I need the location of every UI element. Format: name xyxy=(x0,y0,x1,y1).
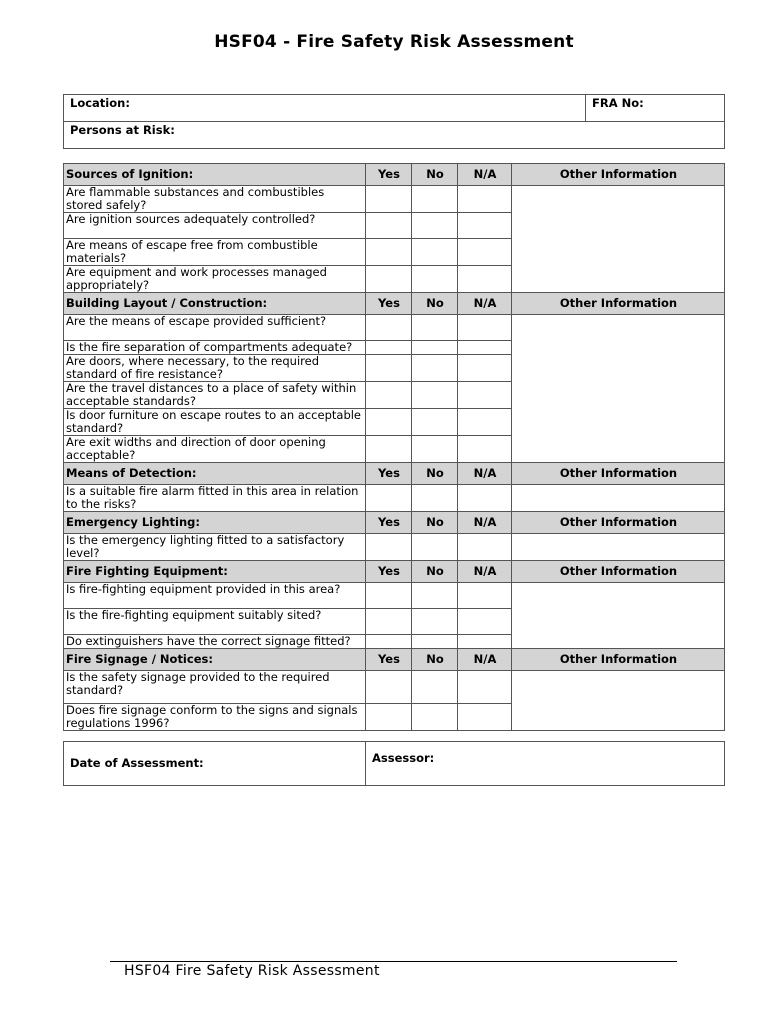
na-cell[interactable] xyxy=(458,409,512,436)
question-row xyxy=(64,186,725,213)
na-cell[interactable] xyxy=(458,266,512,293)
other-information-header: Other Information xyxy=(512,164,725,186)
question-text: Are doors, where necessary, to the required standard of fire resistance? xyxy=(64,355,366,382)
section-header xyxy=(64,293,725,315)
na-cell[interactable] xyxy=(458,436,512,463)
other-information-cell[interactable] xyxy=(512,315,725,463)
question-text: Does fire signage conform to the signs and signals regulations 1996? xyxy=(64,704,366,731)
no-cell[interactable] xyxy=(412,341,458,355)
na-column-header: N/A xyxy=(458,561,512,583)
yes-cell[interactable] xyxy=(366,382,412,409)
section-header xyxy=(64,512,725,534)
question-text: Is fire-fighting equipment provided in this area? xyxy=(64,583,366,609)
yes-cell[interactable] xyxy=(366,341,412,355)
fra-number-field[interactable]: FRA No: xyxy=(586,95,725,122)
section-header xyxy=(64,463,725,485)
na-cell[interactable] xyxy=(458,239,512,266)
page-footer: HSF04 Fire Safety Risk Assessment xyxy=(124,963,380,979)
na-cell[interactable] xyxy=(458,213,512,239)
question-row xyxy=(64,315,725,341)
section-heading: Sources of Ignition: xyxy=(64,164,366,186)
question-text: Is the fire-fighting equipment suitably sited? xyxy=(64,609,366,635)
question-text: Is door furniture on escape routes to an acceptable standard? xyxy=(64,409,366,436)
assessment-signoff-table xyxy=(63,741,725,786)
other-information-header: Other Information xyxy=(512,512,725,534)
no-cell[interactable] xyxy=(412,382,458,409)
assessment-table xyxy=(63,163,725,731)
no-cell[interactable] xyxy=(412,355,458,382)
question-text: Are means of escape free from combustible materials? xyxy=(64,239,366,266)
question-text: Are equipment and work processes managed appropriately? xyxy=(64,266,366,293)
question-text: Are exit widths and direction of door opening acceptable? xyxy=(64,436,366,463)
section-heading: Means of Detection: xyxy=(64,463,366,485)
yes-cell[interactable] xyxy=(366,534,412,561)
yes-cell[interactable] xyxy=(366,315,412,341)
section-header xyxy=(64,164,725,186)
other-information-cell[interactable] xyxy=(512,583,725,649)
question-text: Do extinguishers have the correct signage fitted? xyxy=(64,635,366,649)
no-column-header: No xyxy=(412,463,458,485)
yes-column-header: Yes xyxy=(366,561,412,583)
yes-cell[interactable] xyxy=(366,436,412,463)
question-text: Is a suitable fire alarm fitted in this area in relation to the risks? xyxy=(64,485,366,512)
yes-cell[interactable] xyxy=(366,635,412,649)
no-cell[interactable] xyxy=(412,266,458,293)
footer-divider xyxy=(110,961,677,962)
persons-at-risk-field[interactable]: Persons at Risk: xyxy=(64,122,725,149)
section-heading: Fire Signage / Notices: xyxy=(64,649,366,671)
yes-cell[interactable] xyxy=(366,186,412,213)
other-information-cell[interactable] xyxy=(512,186,725,293)
na-cell[interactable] xyxy=(458,609,512,635)
assessor-field[interactable]: Assessor: xyxy=(366,742,725,786)
yes-cell[interactable] xyxy=(366,583,412,609)
no-cell[interactable] xyxy=(412,186,458,213)
no-column-header: No xyxy=(412,293,458,315)
question-row xyxy=(64,583,725,609)
no-column-header: No xyxy=(412,649,458,671)
page-title: HSF04 - Fire Safety Risk Assessment xyxy=(214,32,574,52)
no-cell[interactable] xyxy=(412,671,458,704)
na-cell[interactable] xyxy=(458,704,512,731)
question-text: Is the emergency lighting fitted to a satisfactory level? xyxy=(64,534,366,561)
yes-cell[interactable] xyxy=(366,609,412,635)
yes-cell[interactable] xyxy=(366,485,412,512)
no-cell[interactable] xyxy=(412,609,458,635)
other-information-cell[interactable] xyxy=(512,485,725,512)
yes-column-header: Yes xyxy=(366,164,412,186)
na-cell[interactable] xyxy=(458,635,512,649)
question-text: Are ignition sources adequately controlled? xyxy=(64,213,366,239)
question-row xyxy=(64,485,725,512)
no-column-header: No xyxy=(412,561,458,583)
section-heading: Emergency Lighting: xyxy=(64,512,366,534)
date-of-assessment-field[interactable]: Date of Assessment: xyxy=(64,742,366,786)
na-cell[interactable] xyxy=(458,534,512,561)
question-row xyxy=(64,671,725,704)
no-cell[interactable] xyxy=(412,583,458,609)
no-cell[interactable] xyxy=(412,534,458,561)
section-header xyxy=(64,649,725,671)
no-cell[interactable] xyxy=(412,315,458,341)
question-text: Is the safety signage provided to the required standard? xyxy=(64,671,366,704)
na-cell[interactable] xyxy=(458,186,512,213)
location-info-table xyxy=(63,94,725,149)
other-information-cell[interactable] xyxy=(512,534,725,561)
na-column-header: N/A xyxy=(458,293,512,315)
na-cell[interactable] xyxy=(458,355,512,382)
section-heading: Building Layout / Construction: xyxy=(64,293,366,315)
na-column-header: N/A xyxy=(458,164,512,186)
yes-cell[interactable] xyxy=(366,671,412,704)
na-column-header: N/A xyxy=(458,512,512,534)
yes-cell[interactable] xyxy=(366,213,412,239)
question-text: Is the fire separation of compartments adequate? xyxy=(64,341,366,355)
location-field[interactable]: Location: xyxy=(64,95,586,122)
no-cell[interactable] xyxy=(412,635,458,649)
no-cell[interactable] xyxy=(412,704,458,731)
other-information-header: Other Information xyxy=(512,293,725,315)
na-column-header: N/A xyxy=(458,463,512,485)
no-column-header: No xyxy=(412,512,458,534)
yes-cell[interactable] xyxy=(366,355,412,382)
na-cell[interactable] xyxy=(458,485,512,512)
na-cell[interactable] xyxy=(458,671,512,704)
yes-column-header: Yes xyxy=(366,463,412,485)
question-text: Are flammable substances and combustibles stored safely? xyxy=(64,186,366,213)
other-information-header: Other Information xyxy=(512,649,725,671)
other-information-header: Other Information xyxy=(512,463,725,485)
other-information-cell[interactable] xyxy=(512,671,725,731)
question-text: Are the travel distances to a place of safety within acceptable standards? xyxy=(64,382,366,409)
yes-cell[interactable] xyxy=(366,704,412,731)
yes-column-header: Yes xyxy=(366,512,412,534)
na-cell[interactable] xyxy=(458,583,512,609)
no-cell[interactable] xyxy=(412,409,458,436)
yes-column-header: Yes xyxy=(366,649,412,671)
no-column-header: No xyxy=(412,164,458,186)
yes-cell[interactable] xyxy=(366,266,412,293)
question-text: Are the means of escape provided sufficient? xyxy=(64,315,366,341)
na-cell[interactable] xyxy=(458,315,512,341)
no-cell[interactable] xyxy=(412,213,458,239)
other-information-header: Other Information xyxy=(512,561,725,583)
section-heading: Fire Fighting Equipment: xyxy=(64,561,366,583)
no-cell[interactable] xyxy=(412,436,458,463)
no-cell[interactable] xyxy=(412,485,458,512)
yes-cell[interactable] xyxy=(366,409,412,436)
question-row xyxy=(64,534,725,561)
section-header xyxy=(64,561,725,583)
na-cell[interactable] xyxy=(458,341,512,355)
no-cell[interactable] xyxy=(412,239,458,266)
yes-column-header: Yes xyxy=(366,293,412,315)
na-column-header: N/A xyxy=(458,649,512,671)
na-cell[interactable] xyxy=(458,382,512,409)
yes-cell[interactable] xyxy=(366,239,412,266)
